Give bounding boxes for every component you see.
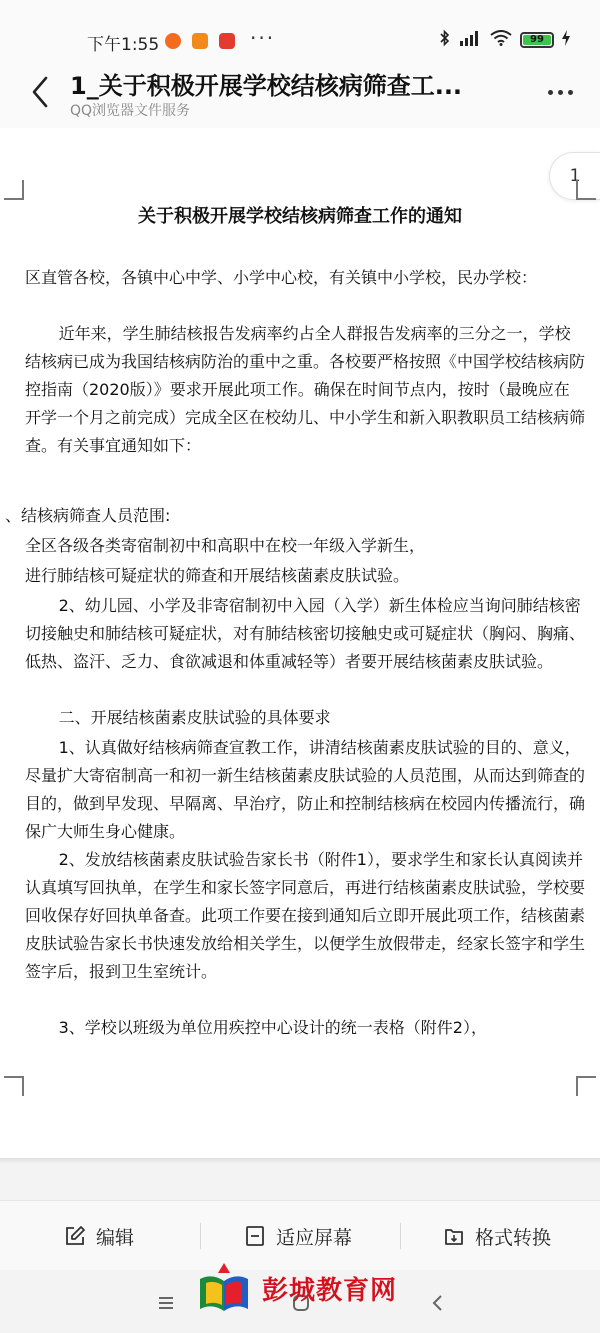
toolbar-separator <box>200 1223 201 1249</box>
more-options-button[interactable] <box>540 74 580 110</box>
site-watermark <box>196 1258 426 1318</box>
doc-paragraph: 2、发放结核菌素皮肤试验告家长书（附件1），要求学生和家长认真阅读并认真填写回执单，在学生和家长签字同意后，再进行结核菌素皮肤试验，学校要回收保存好回执单备查。此项工作要在接到通知后立即开展此项工作，结核菌素皮肤试验告家长书快速发放给相关学生，以便学生放假带走，经家长签字和学生签字后，报到卫生室统计。 <box>25 850 586 981</box>
battery-icon <box>520 32 554 48</box>
crop-mark <box>4 180 24 200</box>
fit-screen-icon <box>244 1225 266 1247</box>
edit-label: 编辑 <box>96 1226 135 1249</box>
status-time: 下午1:55 <box>87 35 160 55</box>
doc-paragraph: 进行肺结核可疑症状的筛查和开展结核菌素皮肤试验。 <box>25 566 410 585</box>
page-divider <box>0 1158 600 1164</box>
document-title: 关于积极开展学校结核病筛查工作的通知 <box>138 206 462 227</box>
status-bar <box>0 0 600 60</box>
doc-paragraph: 近年来，学生肺结核报告发病率约占全人群报告发病率的三分之一，学校结核病已成为我国结核病防治的重中之重。各校要严格按照《中国学校结核病防控指南（2020版）》要求开展此项工作。确保在时间节点内，按时（最晚应在开学一个月之前完成）完成全区在校幼儿、中小学生和新入职教职员工结核病筛查。有关事宜通知如下： <box>25 324 586 455</box>
page-number-badge[interactable]: 1 <box>549 152 600 200</box>
source-subtitle: QQ浏览器文件服务 <box>70 103 191 119</box>
page-title: 1_关于积极开展学校结核病筛查工... <box>70 72 463 100</box>
bluetooth-icon <box>440 29 450 51</box>
charging-icon <box>562 30 570 50</box>
title-bar <box>0 60 600 129</box>
wifi-icon <box>490 30 512 50</box>
back-arrow-icon <box>22 70 62 114</box>
notification-app-icon <box>192 33 208 49</box>
doc-paragraph: 1、认真做好结核病筛查宣教工作，讲清结核菌素皮肤试验的目的、意义，尽量扩大寄宿制高一和初一新生结核菌素皮肤试验的人员范围，从而达到筛查的目的，做到早发现、早隔离、早治疗，防止和控制结核病在校园内传播流行，确保广大师生身心健康。 <box>25 738 586 841</box>
fit-screen-button[interactable] <box>244 1221 352 1251</box>
more-dot-icon <box>558 90 563 95</box>
doc-section-heading: 二、开展结核菌素皮肤试验的具体要求 <box>58 708 331 727</box>
signal-icon <box>458 30 482 50</box>
notification-app-icon <box>165 33 181 49</box>
doc-paragraph: 3、学校以班级为单位用疾控中心设计的统一表格（附件2）， <box>58 1018 487 1037</box>
toolbar-separator <box>400 1223 401 1249</box>
status-indicators <box>440 30 570 50</box>
doc-paragraph: 全区各级各类寄宿制初中和高职中在校一年级入学新生， <box>25 536 426 555</box>
format-convert-label: 格式转换 <box>475 1226 552 1249</box>
more-notifications-icon: ··· <box>250 26 276 50</box>
more-dot-icon <box>568 90 573 95</box>
crop-mark <box>576 1076 596 1096</box>
edit-icon <box>64 1225 86 1247</box>
crop-mark <box>4 1076 24 1096</box>
edit-button[interactable] <box>64 1221 134 1251</box>
doc-paragraph: 、结核病筛查人员范围: <box>5 506 171 525</box>
doc-paragraph: 2、幼儿园、小学及非寄宿制初中入园（入学）新生体检应当询问肺结核密切接触史和肺结核可疑症状，对有肺结核密切接触史或可疑症状（胸闷、胸痛、低热、盗汗、乏力、食欲减退和体重减轻等）者要开展结核菌素皮肤试验。 <box>25 596 586 671</box>
more-dot-icon <box>548 90 553 95</box>
book-logo-icon <box>196 1261 252 1315</box>
doc-paragraph: 区直管各校，各镇中心中学、小学中心校，有关镇中小学校，民办学校： <box>25 268 538 287</box>
format-convert-button[interactable] <box>443 1221 551 1251</box>
watermark-text: 彭城教育网 <box>262 1275 398 1306</box>
back-button[interactable] <box>22 70 62 114</box>
menu-nav-icon[interactable] <box>153 1290 179 1316</box>
fit-screen-label: 适应屏幕 <box>276 1226 353 1249</box>
document-page[interactable] <box>0 128 600 1158</box>
format-convert-icon <box>443 1225 465 1247</box>
crop-mark <box>576 180 596 200</box>
notification-app-icon <box>219 33 235 49</box>
battery-level: 99 <box>530 34 544 45</box>
back-nav-icon[interactable] <box>425 1290 451 1316</box>
